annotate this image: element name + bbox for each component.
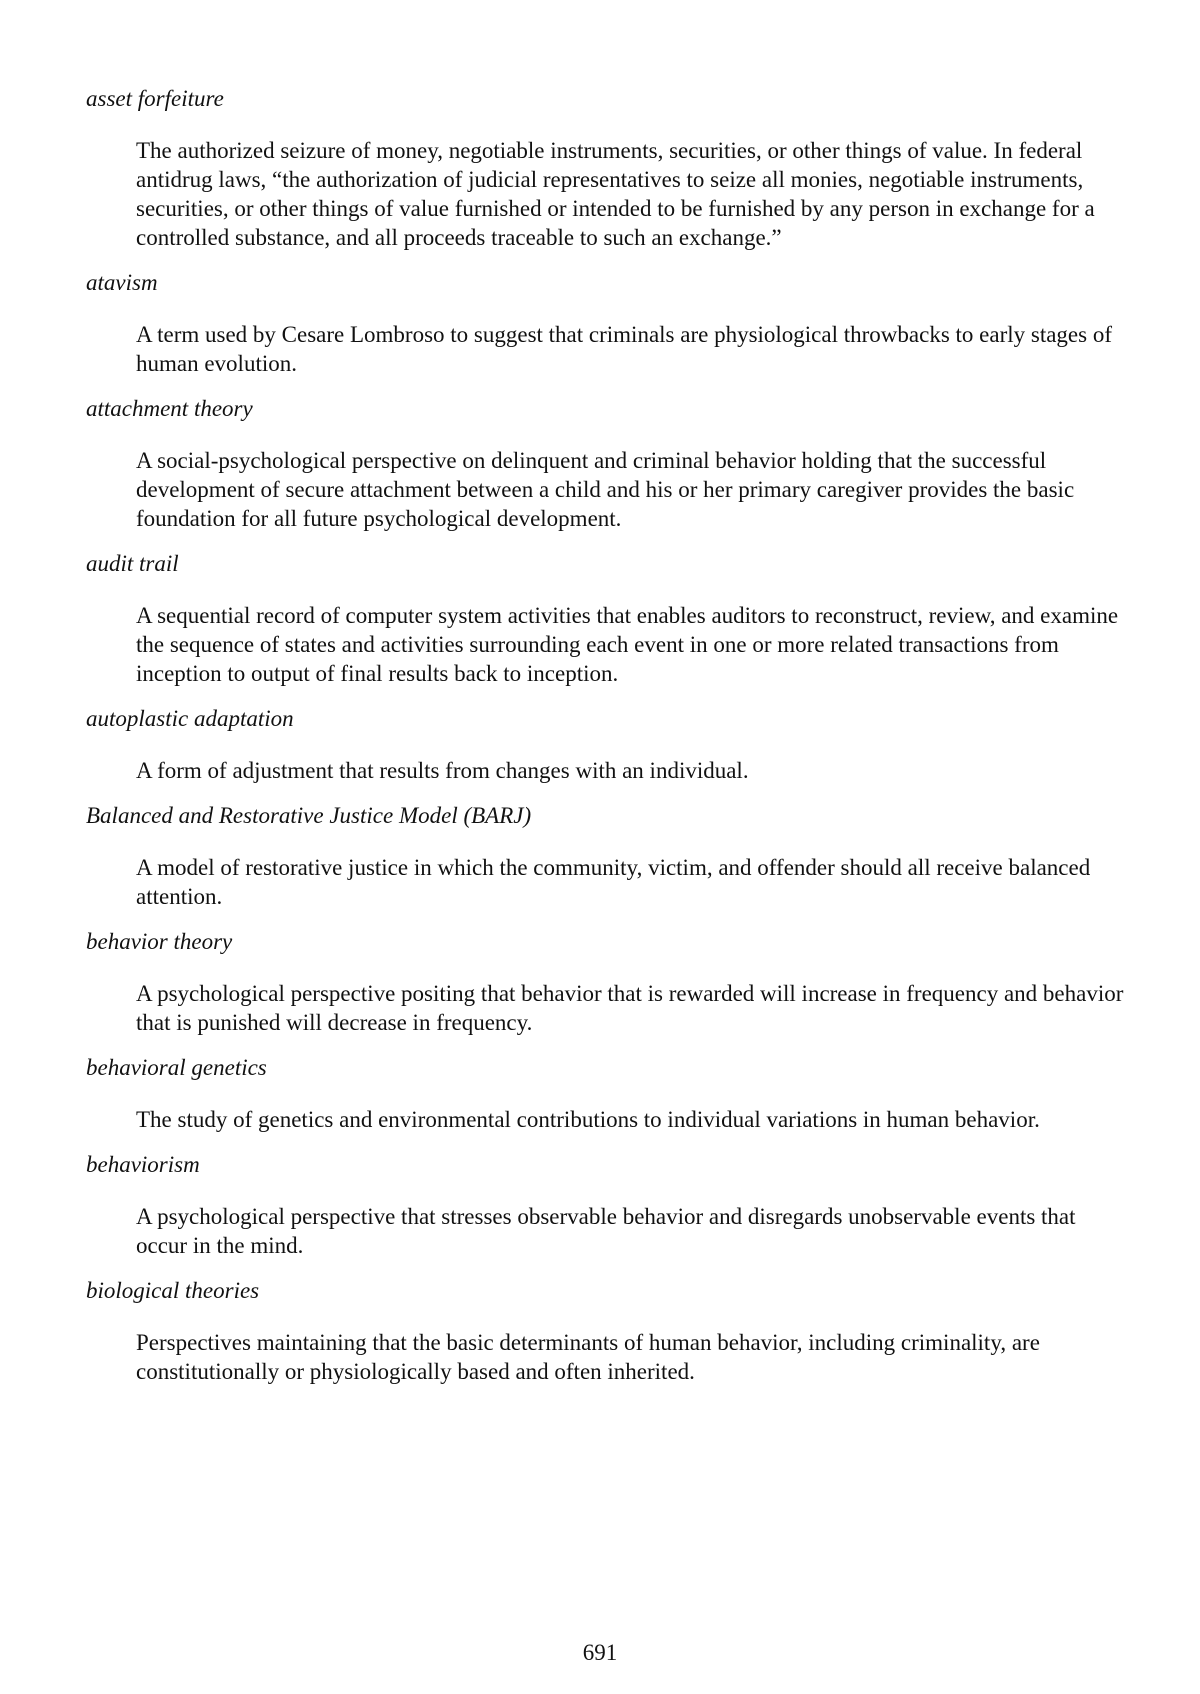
glossary-entry-audit-trail — [86, 549, 1126, 688]
glossary-term: autoplastic adaptation — [86, 706, 294, 731]
glossary-definition: Perspectives maintaining that the basic determinants of human behavior, including criminality, are constitutionally or physiologically based and often inherited. — [136, 1330, 1040, 1384]
glossary-term: audit trail — [86, 551, 179, 576]
glossary-entry-attachment-theory — [86, 394, 1126, 533]
glossary-entry-biological-theories — [86, 1276, 1126, 1386]
glossary-definition: A psychological perspective that stresses observable behavior and disregards unobservable events that occur in the mind. — [136, 1204, 1076, 1258]
glossary-definition: A form of adjustment that results from changes with an individual. — [136, 758, 749, 783]
glossary-entry-autoplastic-adaptation — [86, 704, 1126, 785]
glossary-term: behavioral genetics — [86, 1055, 267, 1080]
glossary-entry-behaviorism — [86, 1150, 1126, 1260]
glossary-definition: The authorized seizure of money, negotiable instruments, securities, or other things of value. In federal antidrug laws, “the authorization of judicial representatives to seize all monies, negotiable instruments, securities, or other things of value furnished or intended to be furnished by any person in exchange for a controlled substance, and all proceeds traceable to such an exchange.” — [136, 138, 1095, 250]
glossary-term: attachment theory — [86, 396, 253, 421]
glossary-entry-behavioral-genetics — [86, 1053, 1126, 1134]
glossary-term: behavior theory — [86, 929, 233, 954]
glossary-list — [86, 84, 1126, 1402]
glossary-entry-asset-forfeiture — [86, 84, 1126, 252]
glossary-term: Balanced and Restorative Justice Model (BARJ) — [86, 803, 532, 828]
glossary-entry-barj — [86, 801, 1126, 911]
glossary-entry-behavior-theory — [86, 927, 1126, 1037]
glossary-definition: A sequential record of computer system activities that enables auditors to reconstruct, review, and examine the sequence of states and activities surrounding each event in one or more related transactions from inception to output of final results back to inception. — [136, 603, 1119, 686]
page-number: 691 — [582, 1640, 618, 1665]
glossary-entry-atavism — [86, 268, 1126, 378]
glossary-definition: A term used by Cesare Lombroso to suggest that criminals are physiological throwbacks to early stages of human evolution. — [136, 322, 1112, 376]
glossary-term: biological theories — [86, 1278, 260, 1303]
glossary-term: atavism — [86, 270, 158, 295]
glossary-definition: A social-psychological perspective on delinquent and criminal behavior holding that the successful development of secure attachment between a child and his or her primary caregiver provides the basic foundation for all future psychological development. — [136, 448, 1075, 531]
glossary-definition: The study of genetics and environmental contributions to individual variations in human behavior. — [136, 1107, 1040, 1132]
glossary-term: behaviorism — [86, 1152, 200, 1177]
glossary-definition: A model of restorative justice in which the community, victim, and offender should all receive balanced attention. — [136, 855, 1091, 909]
glossary-term: asset forfeiture — [86, 86, 224, 111]
glossary-definition: A psychological perspective positing that behavior that is rewarded will increase in frequency and behavior that is punished will decrease in frequency. — [136, 981, 1124, 1035]
